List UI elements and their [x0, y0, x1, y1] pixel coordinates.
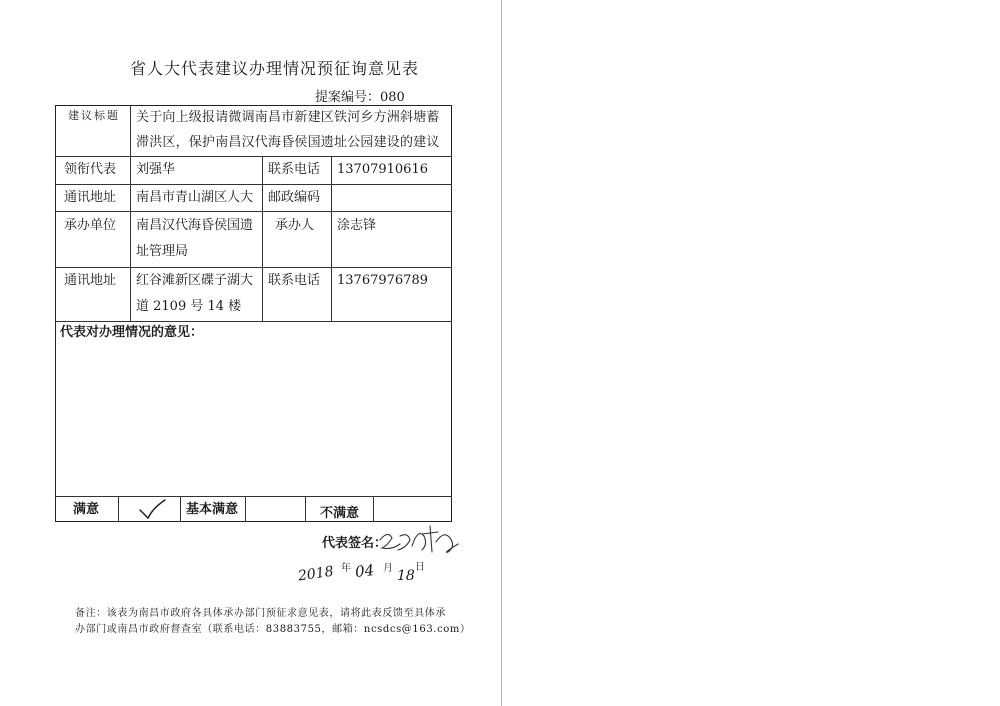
document-title: 省人大代表建议办理情况预征询意见表 [130, 59, 420, 78]
opinion-label: 代表对办理情况的意见： [60, 325, 204, 340]
note-line2: 办部门或南昌市政府督查室（联系电话：83883755，邮箱：ncsdcs@163.com） [75, 624, 471, 635]
col-divider [331, 156, 332, 321]
note-line1: 备注：该表为南昌市政府各具体承办部门预征求意见表，请将此表反馈至具体承 [75, 608, 446, 619]
address-value-2-line1: 红谷滩新区碟子湖大 [136, 273, 254, 288]
satisfied-label: 满意 [73, 502, 100, 517]
address-label: 通讯地址 [64, 190, 117, 205]
signature-label: 代表签名： [322, 536, 388, 551]
col-divider [130, 105, 131, 321]
handwritten-signature [378, 524, 460, 558]
row-divider [55, 496, 452, 497]
phone-label: 联系电话 [268, 162, 321, 177]
handling-unit-value-line1: 南昌汉代海昏侯国遗 [136, 218, 254, 233]
handler-label: 承办人 [275, 218, 315, 233]
row-divider [55, 184, 452, 185]
row-divider [55, 211, 452, 212]
row-divider [55, 267, 452, 268]
handling-unit-value-line2: 址管理局 [136, 244, 189, 259]
subject-value-line1: 关于向上级报请微调南昌市新建区铁河乡方洲斜塘蓄 [136, 110, 440, 125]
phone-value: 13707910616 [337, 162, 428, 177]
subject-label: 建议标题 [68, 109, 120, 122]
address-label-2: 通讯地址 [64, 273, 117, 288]
col-divider [245, 496, 246, 522]
col-divider [118, 496, 119, 522]
proposal-number: 提案编号：080 [315, 90, 405, 105]
col-divider [373, 496, 374, 522]
address-value: 南昌市青山湖区人大 [136, 190, 254, 205]
col-divider [180, 496, 181, 522]
phone-label-2: 联系电话 [268, 273, 321, 288]
basic-satisfied-label: 基本满意 [186, 502, 239, 517]
handler-value: 涂志锋 [337, 218, 377, 233]
postcode-label: 邮政编码 [268, 190, 321, 205]
phone-value-2: 13767976789 [337, 273, 428, 288]
date-month: 04 [354, 561, 375, 581]
address-value-2-line2: 道 2109 号 14 楼 [136, 299, 242, 314]
date-day: 18 [397, 568, 415, 584]
date-day-suffix: 日 [415, 562, 425, 573]
page-edge [501, 0, 502, 706]
handling-unit-label: 承办单位 [64, 218, 117, 233]
subject-value-line2: 滞洪区，保护南昌汉代海昏侯国遗址公园建设的建议 [136, 135, 440, 150]
col-divider [305, 496, 306, 522]
col-divider [262, 156, 263, 321]
unsatisfied-label: 不满意 [320, 506, 360, 521]
date-month-suffix: 月 [383, 563, 393, 574]
row-divider [55, 156, 452, 157]
date-year-suffix: 年 [341, 563, 351, 574]
checkmark-icon[interactable] [137, 498, 167, 522]
date-year: 2018 [297, 563, 335, 585]
lead-rep-label: 领衔代表 [64, 162, 117, 177]
lead-rep-value: 刘强华 [136, 162, 176, 177]
